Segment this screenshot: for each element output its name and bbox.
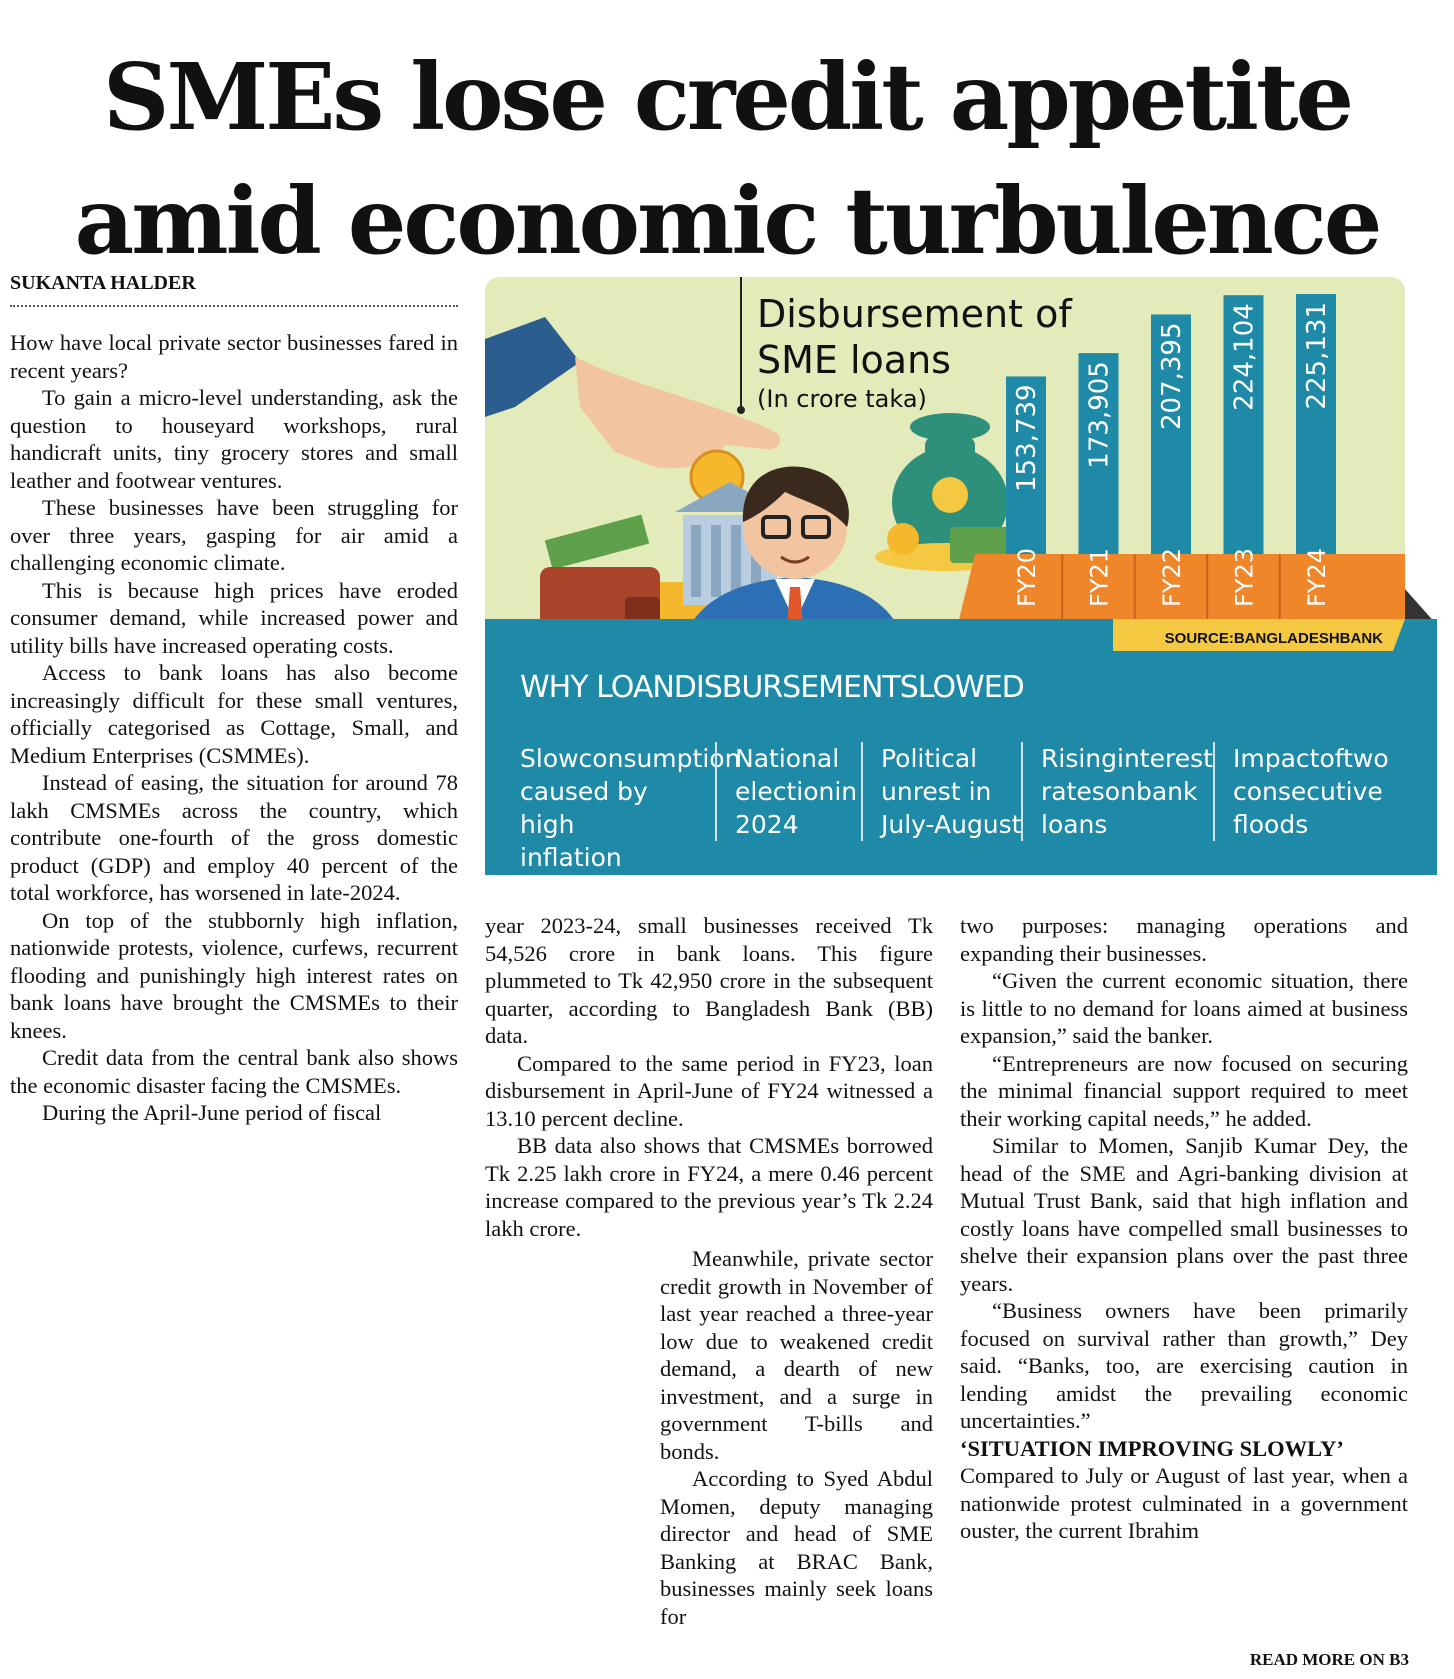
paragraph: Access to bank loans has also become increasingly difficult for these small ventures, officially categorised as Cottage, Small, and Medium Enterprises (CSMMEs). <box>10 660 458 768</box>
chart-unit: (In crore taka) <box>757 385 927 413</box>
category-label: FY24 <box>1303 547 1331 607</box>
reason-line: loans <box>1041 810 1108 839</box>
reason-line: Impactoftwo <box>1233 744 1389 773</box>
reasons-heading: WHY LOANDISBURSEMENTSLOWED <box>520 670 1024 705</box>
reason-line: unrest in <box>881 777 992 806</box>
paragraph: year 2023-24, small businesses received Tk 54,526 crore in bank loans. This figure plummeted to Tk 42,950 crore in the subsequent quarter, according to Bangladesh Bank (BB) data. <box>485 913 933 1048</box>
byline: SUKANTA HALDER <box>10 272 458 307</box>
infographic <box>485 277 1437 875</box>
paragraph: Instead of easing, the situation for around 78 lakh CMSMEs across the country, which contribute one-fourth of the gross domestic product (GDP) and employ 40 percent of the total workforce, has worsened in late-2024. <box>10 770 458 905</box>
paragraph: How have local private sector businesses fared in recent years? <box>10 330 458 383</box>
bar-value-label: 173,905 <box>1084 361 1115 469</box>
paragraph: Similar to Momen, Sanjib Kumar Dey, the head of the SME and Agri-banking division at Mutual Trust Bank, said that high inflation and costly loans have compelled small businesses to shelve their expansion plans over the past three years. <box>960 1133 1408 1296</box>
paragraph: BB data also shows that CMSMEs borrowed Tk 2.25 lakh crore in FY24, a mere 0.46 percent increase compared to the previous year’s Tk 2.24 lakh crore. <box>485 1133 933 1241</box>
category-label: FY22 <box>1158 547 1186 607</box>
paragraph: Compared to the same period in FY23, loan disbursement in April-June of FY24 witnessed a 13.10 percent decline. <box>485 1050 933 1131</box>
reason-item <box>1021 742 1213 841</box>
paragraph: According to Syed Abdul Momen, deputy managing director and head of SME Banking at BRAC Bank, businesses mainly seek loans for <box>660 1466 933 1629</box>
read-more-link[interactable]: READ MORE ON B3 <box>1249 1650 1409 1669</box>
paragraph: These businesses have been struggling for over three years, gasping for air amid a challenging economic climate. <box>10 495 458 575</box>
reason-line: Slowconsumption <box>520 744 741 773</box>
source-label: SOURCE:BANGLADESHBANK <box>1164 630 1383 647</box>
reason-item <box>715 742 865 841</box>
paragraph: “Business owners have been primarily focused on survival rather than growth,” Dey said. “Banks, too, are exercising caution in lending amidst the prevailing economic uncertainties.” <box>960 1298 1408 1433</box>
paragraph: Meanwhile, private sector credit growth in November of last year reached a three-year low due to weakened credit demand, a dearth of new investment, and a surge in government T-bills and bonds. <box>660 1246 933 1464</box>
reason-line: floods <box>1233 810 1309 839</box>
reason-line: July-August <box>881 810 1022 839</box>
article-column-1 <box>10 329 458 1127</box>
chart-title-line-2: SME loans <box>757 338 951 382</box>
headline-line-1: SMEs lose credit appetite <box>103 43 1351 151</box>
paragraph: Credit data from the central bank also shows the economic disaster facing the CMSMEs. <box>10 1045 458 1098</box>
article-column-3 <box>960 912 1408 1545</box>
reason-item <box>520 742 741 874</box>
paragraph: On top of the stubbornly high inflation, nationwide protests, violence, curfews, recurrent flooding and punishingly high interest rates on bank loans have brought the CMSMEs to their knees. <box>10 907 458 1043</box>
reason-line: inflation <box>520 843 622 872</box>
headline-line-2: amid economic turbulence <box>74 167 1380 275</box>
bar-value-label: 153,739 <box>1012 384 1042 492</box>
bar-value-label: 224,104 <box>1229 303 1260 411</box>
bar-value-label: 225,131 <box>1302 302 1332 410</box>
paragraph: two purposes: managing operations and expanding their businesses. <box>960 913 1408 966</box>
title-rule-dot <box>737 406 745 414</box>
paragraph: This is because high prices have eroded consumer demand, while increased power and utility bills have increased operating costs. <box>10 577 458 658</box>
paragraph: “Given the current economic situation, there is little to no demand for loans aimed at business expansion,” said the banker. <box>960 968 1408 1048</box>
reason-line: ratesonbank <box>1041 777 1198 806</box>
reason-item <box>861 742 1031 841</box>
article-column-2-bottom <box>660 1245 933 1630</box>
reason-line: Political <box>881 744 978 773</box>
reason-line: electionin <box>735 777 858 806</box>
reason-line: consecutive <box>1233 777 1383 806</box>
paragraph: To gain a micro-level understanding, ask the question to houseyard workshops, rural handicraft units, tiny grocery stores and small leather and footwear ventures. <box>10 385 458 493</box>
reason-item <box>1213 742 1413 841</box>
chart-title-line-1: Disbursement of <box>757 292 1072 336</box>
category-label: FY21 <box>1085 547 1114 607</box>
reason-line: 2024 <box>735 810 799 839</box>
article-column-2-top <box>485 912 933 1242</box>
reason-line: caused by high <box>520 777 648 839</box>
category-label: FY23 <box>1230 547 1259 607</box>
reason-line: Risinginterest <box>1041 744 1213 773</box>
category-label: FY20 <box>1013 547 1041 607</box>
bar-value-label: 207,395 <box>1157 322 1187 431</box>
subheading: ‘SITUATION IMPROVING SLOWLY’ <box>960 1435 1344 1461</box>
paragraph: During the April-June period of fiscal <box>42 1100 382 1125</box>
paragraph: Compared to July or August of last year, when a nationwide protest culminated in a government ouster, the current Ibrahim <box>960 1463 1408 1543</box>
reason-line: National <box>735 744 840 773</box>
paragraph: “Entrepreneurs are now focused on securing the minimal financial support required to meet their working capital needs,” he added. <box>960 1050 1408 1131</box>
